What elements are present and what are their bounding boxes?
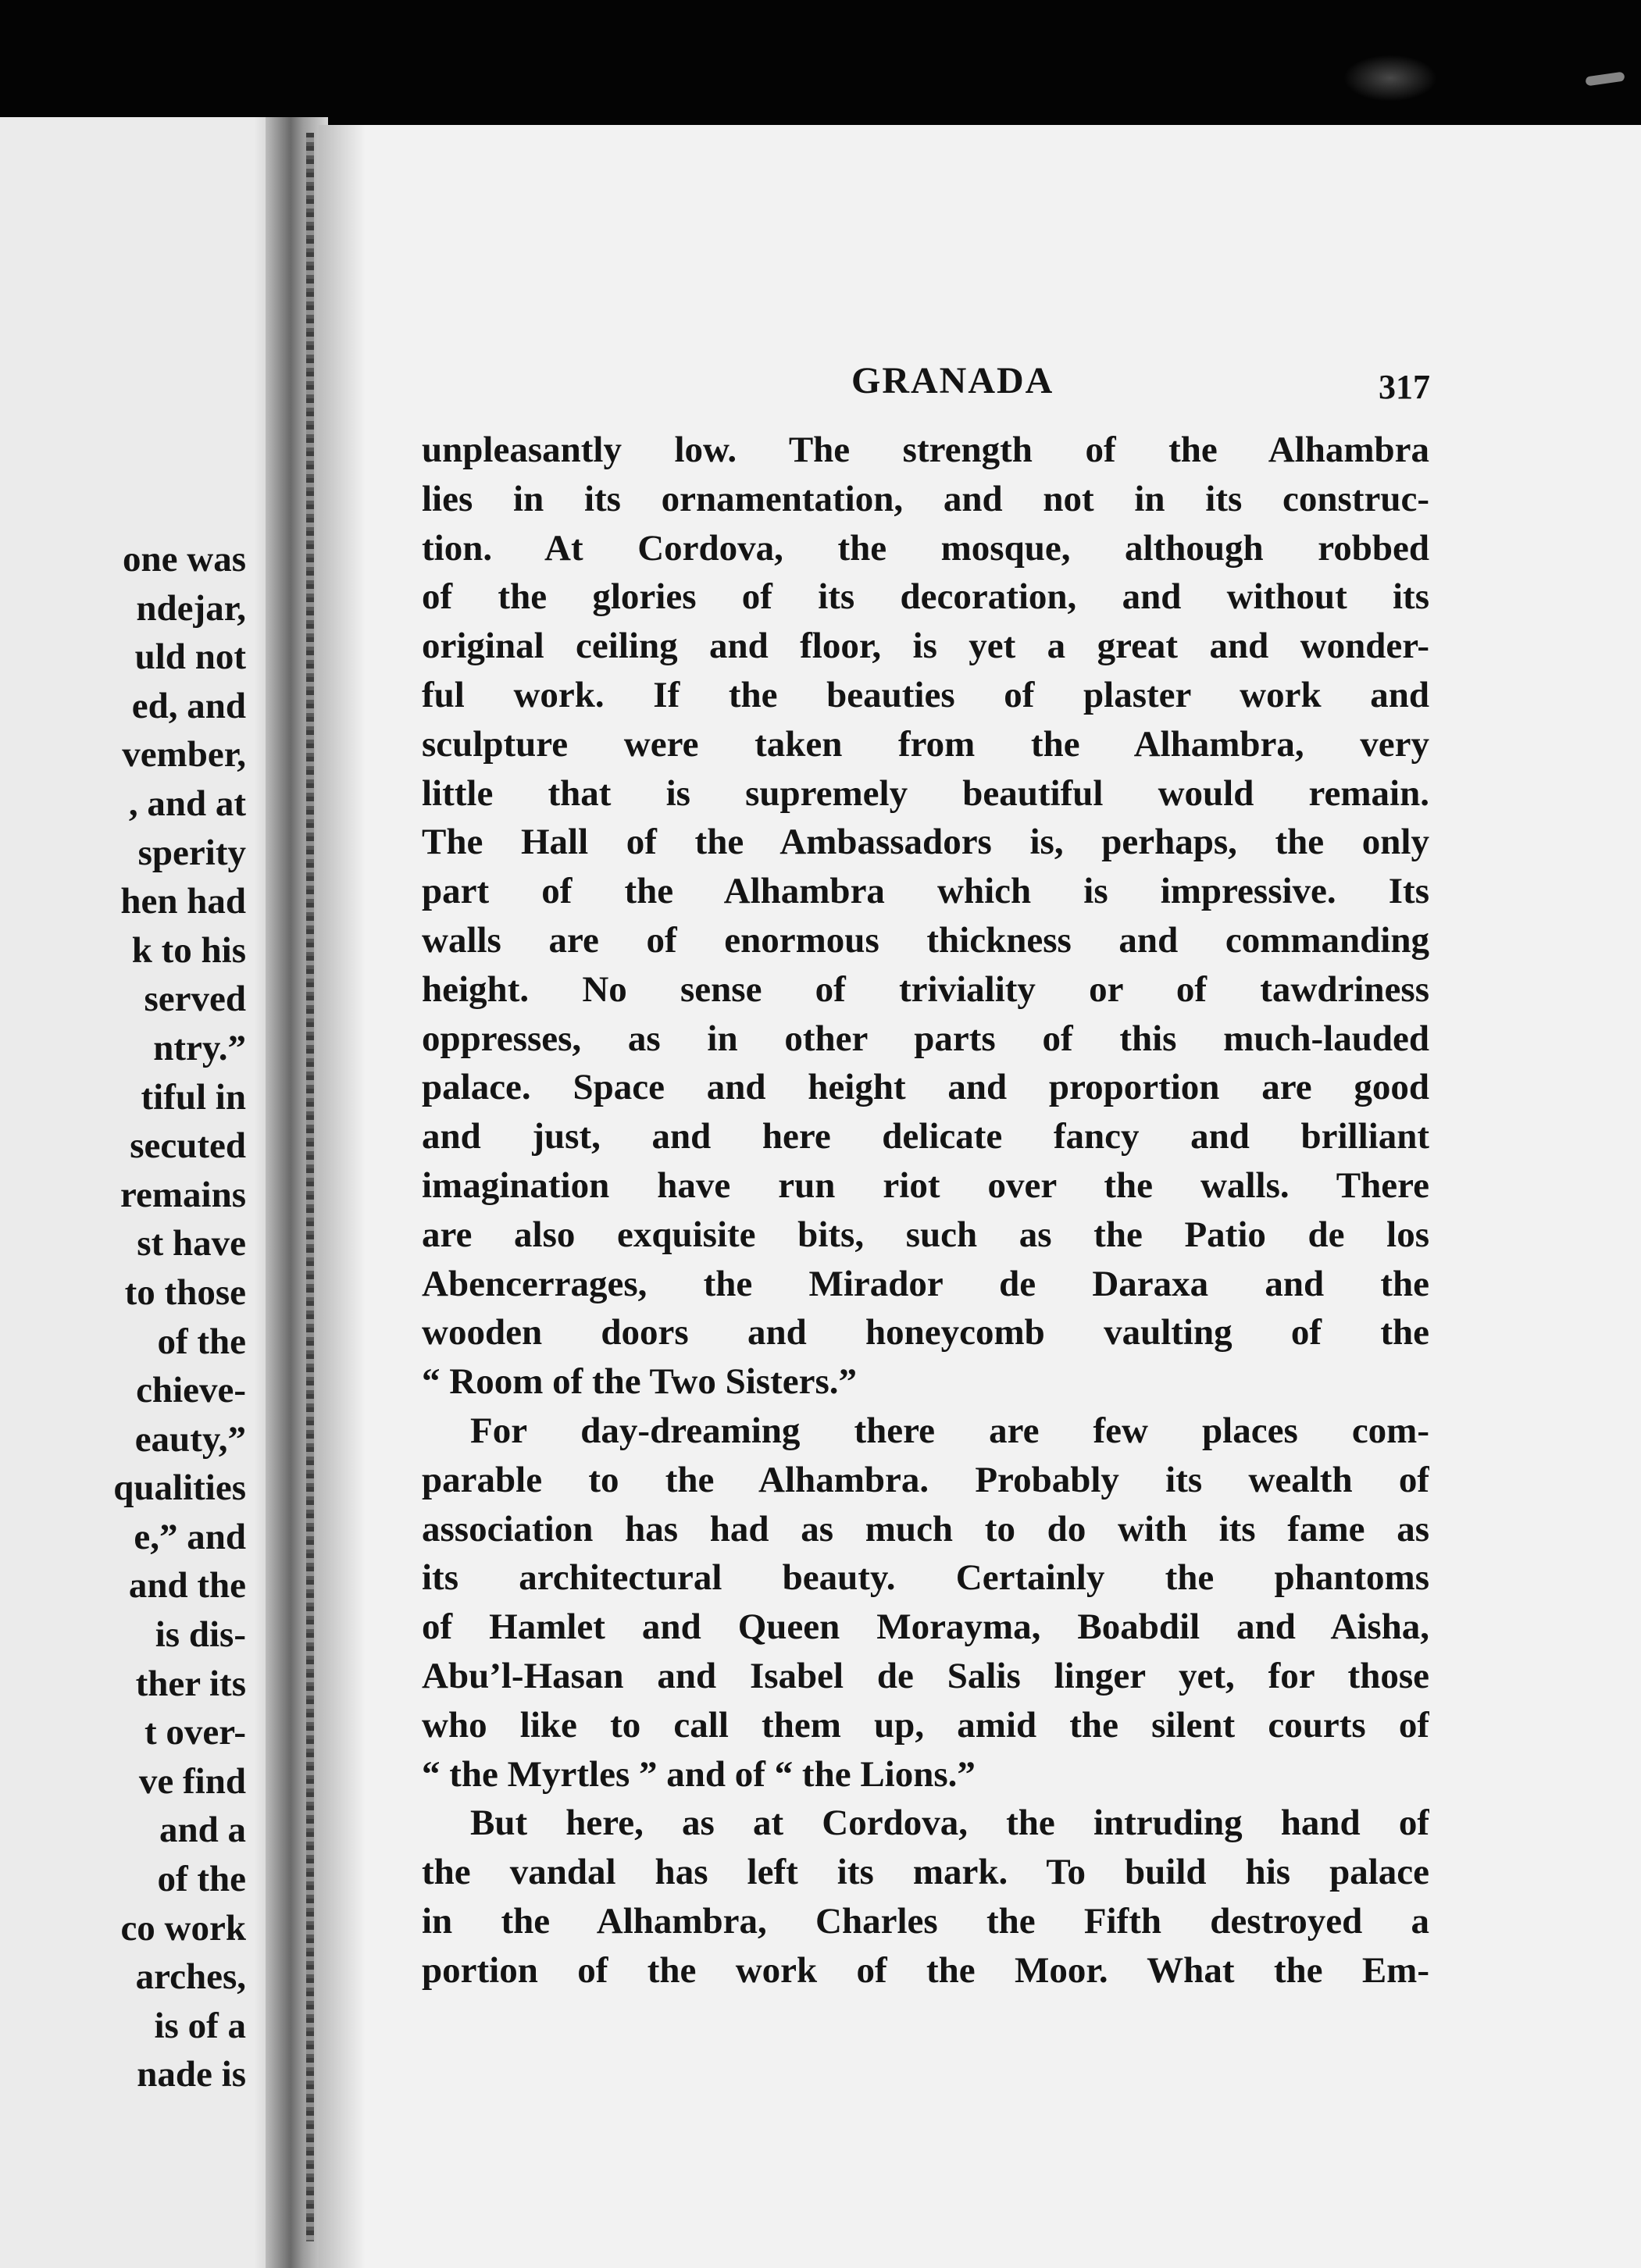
left-page-line: e,” and [134, 1516, 246, 1557]
text-line: For day-dreaming there are few places com- [470, 1410, 1429, 1451]
text-line: who like to call them up, amid the silent courts of [422, 1704, 1429, 1746]
left-page-line: qualities [113, 1467, 246, 1509]
text-line: association has had as much to do with its fame as [422, 1508, 1429, 1549]
text-line: oppresses, as in other parts of this much-lauded [422, 1018, 1429, 1059]
text-line: of the glories of its decoration, and without its [422, 576, 1429, 618]
left-page-line: to those [124, 1271, 246, 1313]
left-facing-page [0, 117, 285, 2268]
left-page-line: t over- [144, 1712, 246, 1753]
left-page-line: ed, and [131, 685, 246, 726]
text-line: its architectural beauty. Certainly the phantoms [422, 1557, 1429, 1599]
left-page-line: remains [120, 1174, 246, 1215]
left-page-line: ntry.” [153, 1027, 246, 1068]
left-page-line: secuted [130, 1125, 246, 1167]
text-line: lies in its ornamentation, and not in its construc- [422, 478, 1429, 519]
scan-artifact [1585, 72, 1625, 87]
left-page-line: of the [157, 1859, 246, 1900]
text-line: are also exquisite bits, such as the Patio de los [422, 1214, 1429, 1255]
left-page-line: arches, [135, 1956, 246, 1998]
text-line: sculpture were taken from the Alhambra, very [422, 723, 1429, 765]
left-page-line: served [144, 979, 246, 1020]
text-line: “ Room of the Two Sisters.” [422, 1361, 858, 1403]
text-line: Abu’l-Hasan and Isabel de Salis linger yet, for those [422, 1655, 1429, 1696]
left-page-line: and a [159, 1810, 246, 1851]
text-line: “ the Myrtles ” and of “ the Lions.” [422, 1753, 976, 1795]
left-page-line: and the [128, 1565, 246, 1606]
left-page-line: of the [157, 1321, 246, 1362]
text-line: walls are of enormous thickness and commanding [422, 919, 1429, 961]
left-page-line: hen had [120, 881, 246, 922]
left-page-line: ndejar, [136, 587, 246, 629]
text-line: unpleasantly low. The strength of the Alhambra [422, 430, 1429, 470]
text-line: parable to the Alhambra. Probably its wealth of [422, 1459, 1429, 1500]
left-page-line: is dis- [155, 1614, 246, 1656]
page-fold-shadow [319, 125, 366, 2268]
left-page-line: , and at [128, 783, 246, 824]
page-edges [306, 133, 314, 2241]
text-line: ful work. If the beauties of plaster work and [422, 674, 1429, 715]
text-line: palace. Space and height and proportion are good [422, 1067, 1429, 1108]
left-page-line: vember, [122, 734, 246, 776]
left-page-line: st have [137, 1223, 246, 1264]
left-page-line: ve find [138, 1760, 246, 1802]
left-page-line: k to his [131, 929, 246, 971]
left-page-line: sperity [137, 832, 246, 873]
text-line: and just, and here delicate fancy and brilliant [422, 1116, 1429, 1157]
left-page-text [113, 535, 246, 2099]
text-line: tion. At Cordova, the mosque, although robbed [422, 527, 1429, 569]
text-line: original ceiling and floor, is yet a great and wonder- [422, 626, 1429, 667]
text-line: the vandal has left its mark. To build his palace [422, 1852, 1429, 1893]
text-line: little that is supremely beautiful would remain. [422, 772, 1429, 814]
text-line: Abencerrages, the Mirador de Daraxa and the [422, 1263, 1429, 1304]
left-page-line: tiful in [141, 1076, 246, 1118]
left-page-line: ther its [135, 1663, 246, 1704]
left-page-line: is of a [154, 2005, 246, 2046]
text-line: The Hall of the Ambassadors is, perhaps, the only [422, 822, 1429, 863]
left-page-line: eauty,” [134, 1418, 246, 1460]
text-line: wooden doors and honeycomb vaulting of the [422, 1312, 1429, 1353]
running-head: GRANADA [851, 360, 1054, 401]
text-line: in the Alhambra, Charles the Fifth destroyed a [422, 1900, 1429, 1942]
left-page-line: uld not [134, 637, 246, 678]
text-line: of Hamlet and Queen Morayma, Boabdil and Aisha, [422, 1606, 1429, 1648]
page-number: 317 [1379, 368, 1430, 406]
scan-artifact [1343, 55, 1437, 102]
text-line: imagination have run riot over the walls. There [422, 1164, 1429, 1206]
text-line: portion of the work of the Moor. What the Em- [422, 1949, 1429, 1991]
left-page-line: co work [120, 1907, 246, 1949]
left-page-line: one was [123, 539, 246, 579]
text-line: But here, as at Cordova, the intruding hand of [470, 1803, 1429, 1844]
body-text [422, 426, 1429, 1995]
text-line: part of the Alhambra which is impressive. Its [422, 871, 1429, 912]
left-page-line: chieve- [136, 1370, 246, 1411]
text-line: height. No sense of triviality or of tawdriness [422, 968, 1429, 1010]
left-page-line: nade is [137, 2054, 246, 2095]
